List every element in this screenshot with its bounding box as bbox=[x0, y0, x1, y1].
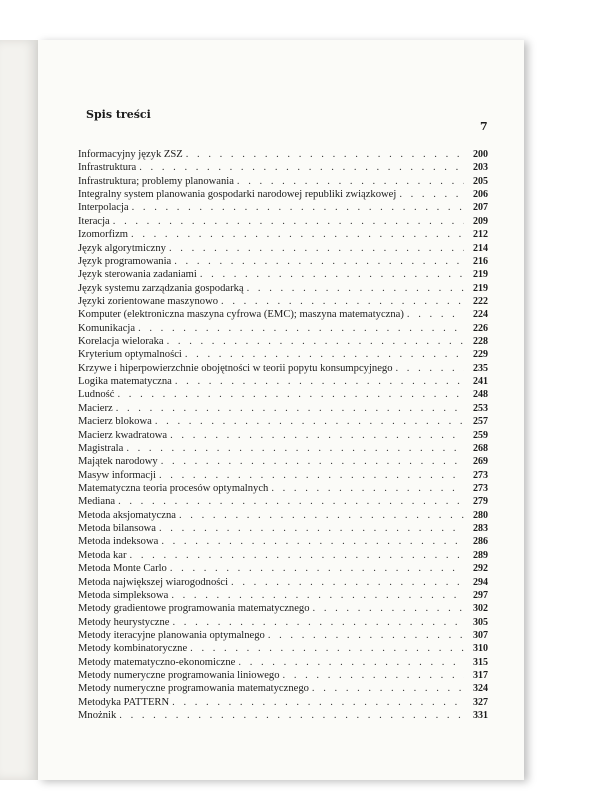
toc-entry bbox=[78, 670, 488, 683]
dot-leader bbox=[161, 536, 464, 547]
dot-leader bbox=[170, 563, 464, 574]
dot-leader bbox=[312, 683, 464, 694]
toc-entry-title: Metody numeryczne programowania liniowego bbox=[78, 670, 280, 682]
toc-entry-page: 209 bbox=[473, 215, 488, 227]
toc-entry-title: Komunikacja bbox=[78, 322, 136, 334]
dot-leader bbox=[396, 363, 465, 374]
toc-entry bbox=[78, 603, 488, 616]
toc-entry-page: 212 bbox=[473, 229, 488, 241]
dot-leader bbox=[159, 523, 464, 534]
toc-entry bbox=[78, 149, 488, 162]
toc-entry-page: 253 bbox=[473, 402, 488, 414]
page-title: Spis treści bbox=[86, 108, 151, 121]
toc-entry-page: 248 bbox=[473, 389, 488, 401]
dot-leader bbox=[169, 243, 464, 254]
toc-entry bbox=[78, 336, 488, 349]
toc-entry bbox=[78, 430, 488, 443]
toc-entry bbox=[78, 176, 488, 189]
dot-leader bbox=[271, 483, 464, 494]
toc-entry bbox=[78, 577, 488, 590]
toc-entry bbox=[78, 349, 488, 362]
dot-leader bbox=[131, 229, 464, 240]
toc-entry-title: Język sterowania zadaniami bbox=[78, 269, 197, 281]
toc-entry bbox=[78, 496, 488, 509]
toc-entry-title: Języki zorientowane maszynowo bbox=[78, 295, 219, 307]
toc-entry-page: 327 bbox=[473, 696, 488, 708]
toc-entry-title: Metoda Monte Carlo bbox=[78, 563, 167, 575]
dot-leader bbox=[171, 590, 464, 601]
toc-entry bbox=[78, 443, 488, 456]
dot-leader bbox=[221, 296, 464, 307]
dot-leader bbox=[237, 176, 464, 187]
toc-entry-page: 219 bbox=[473, 269, 488, 281]
toc-entry-page: 229 bbox=[473, 349, 488, 361]
toc-entry-page: 268 bbox=[473, 442, 488, 454]
toc-entry-title: Metodyka PATTERN bbox=[78, 696, 170, 708]
toc-entry-page: 235 bbox=[473, 362, 488, 374]
toc-entry-title: Infrastruktura bbox=[78, 162, 137, 174]
toc-entry-title: Iteracja bbox=[78, 215, 110, 227]
toc-entry-title: Ludność bbox=[78, 389, 115, 401]
dot-leader bbox=[139, 162, 464, 173]
dot-leader bbox=[283, 670, 464, 681]
toc-entry-title: Magistrala bbox=[78, 442, 124, 454]
toc-entry bbox=[78, 416, 488, 429]
toc-entry bbox=[78, 189, 488, 202]
toc-entry-title: Matematyczna teoria procesów optymalnych bbox=[78, 482, 269, 494]
toc-entry-title: Metody iteracyjne planowania optymalnego bbox=[78, 629, 265, 641]
toc-entry bbox=[78, 483, 488, 496]
toc-entry bbox=[78, 216, 488, 229]
toc-entry-page: 307 bbox=[473, 629, 488, 641]
toc-entry-title: Macierz kwadratowa bbox=[78, 429, 168, 441]
toc-entry-title: Metoda kar bbox=[78, 549, 127, 561]
toc-entry-page: 315 bbox=[473, 656, 488, 668]
toc-entry-title: Metoda indeksowa bbox=[78, 536, 159, 548]
toc-entry-page: 302 bbox=[473, 603, 488, 615]
dot-leader bbox=[238, 657, 464, 668]
toc-entry-page: 294 bbox=[473, 576, 488, 588]
toc-entry bbox=[78, 643, 488, 656]
toc-entry bbox=[78, 590, 488, 603]
toc-entry-page: 224 bbox=[473, 309, 488, 321]
dot-leader bbox=[268, 630, 464, 641]
toc-entry-title: Macierz bbox=[78, 402, 113, 414]
toc-entry-page: 203 bbox=[473, 162, 488, 174]
toc-entry-title: Metoda simpleksowa bbox=[78, 589, 169, 601]
dot-leader bbox=[247, 283, 464, 294]
dot-leader bbox=[119, 710, 464, 721]
toc-entry-title: Mnożnik bbox=[78, 710, 117, 722]
toc-entry bbox=[78, 376, 488, 389]
toc-entry-page: 214 bbox=[473, 242, 488, 254]
dot-leader bbox=[313, 603, 464, 614]
toc-entry bbox=[78, 470, 488, 483]
toc-entry-title: Korelacja wieloraka bbox=[78, 336, 164, 348]
toc-entry-page: 219 bbox=[473, 282, 488, 294]
dot-leader bbox=[159, 470, 464, 481]
toc-entry-page: 279 bbox=[473, 496, 488, 508]
dot-leader bbox=[175, 376, 464, 387]
dot-leader bbox=[186, 149, 464, 160]
toc-entry bbox=[78, 630, 488, 643]
toc-entry bbox=[78, 697, 488, 710]
toc-entry-page: 305 bbox=[473, 616, 488, 628]
toc-entry-title: Masyw informacji bbox=[78, 469, 156, 481]
toc-entry-title: Krzywe i hiperpowierzchnie obojętności w teorii popytu konsumpcyjnego bbox=[78, 362, 393, 374]
toc-entry-title: Komputer (elektroniczna maszyna cyfrowa (EMC); maszyna matematyczna) bbox=[78, 309, 404, 321]
toc-entry bbox=[78, 657, 488, 670]
dot-leader bbox=[185, 349, 464, 360]
toc-entry-page: 297 bbox=[473, 589, 488, 601]
toc-entry-title: Macierz blokowa bbox=[78, 416, 152, 428]
toc-entry-title: Izomorfizm bbox=[78, 229, 129, 241]
toc-entry bbox=[78, 363, 488, 376]
toc-entry bbox=[78, 523, 488, 536]
dot-leader bbox=[172, 697, 464, 708]
dot-leader bbox=[179, 510, 464, 521]
toc-entry bbox=[78, 710, 488, 723]
toc-entry-title: Język systemu zarządzania gospodarką bbox=[78, 282, 244, 294]
toc-entry-page: 292 bbox=[473, 563, 488, 575]
toc-entry bbox=[78, 283, 488, 296]
dot-leader bbox=[132, 202, 464, 213]
toc-entry-page: 273 bbox=[473, 469, 488, 481]
toc-entry bbox=[78, 243, 488, 256]
toc-entry bbox=[78, 403, 488, 416]
toc-entry-title: Metody matematyczno-ekonomiczne bbox=[78, 656, 236, 668]
dot-leader bbox=[161, 456, 464, 467]
dot-leader bbox=[173, 617, 465, 628]
dot-leader bbox=[407, 309, 464, 320]
toc-entry-page: 216 bbox=[473, 255, 488, 267]
dot-leader bbox=[118, 496, 464, 507]
left-page-edge bbox=[0, 40, 39, 780]
toc-entry bbox=[78, 296, 488, 309]
toc-entry bbox=[78, 617, 488, 630]
toc-entry bbox=[78, 323, 488, 336]
toc-entry-page: 206 bbox=[473, 189, 488, 201]
toc-entry bbox=[78, 389, 488, 402]
toc-entry-title: Kryterium optymalności bbox=[78, 349, 182, 361]
toc-entry bbox=[78, 683, 488, 696]
toc-entry-page: 259 bbox=[473, 429, 488, 441]
dot-leader bbox=[174, 256, 464, 267]
toc-entry-title: Interpolacja bbox=[78, 202, 129, 214]
toc-entry-page: 289 bbox=[473, 549, 488, 561]
toc-entry-title: Integralny system planowania gospodarki narodowej republiki związkowej bbox=[78, 189, 397, 201]
toc-entry-page: 273 bbox=[473, 482, 488, 494]
dot-leader bbox=[231, 577, 464, 588]
toc-entry-title: Metoda bilansowa bbox=[78, 523, 156, 535]
toc-entry-page: 324 bbox=[473, 683, 488, 695]
toc-entry-title: Mediana bbox=[78, 496, 116, 508]
toc-entry bbox=[78, 456, 488, 469]
toc-entry bbox=[78, 269, 488, 282]
page-number: 7 bbox=[480, 120, 488, 133]
toc-entry-title: Metoda aksjomatyczna bbox=[78, 509, 176, 521]
toc-entry bbox=[78, 563, 488, 576]
dot-leader bbox=[190, 643, 464, 654]
toc-entry-page: 226 bbox=[473, 322, 488, 334]
toc-entry-page: 269 bbox=[473, 456, 488, 468]
dot-leader bbox=[126, 443, 464, 454]
toc-entry-title: Metody kombinatoryczne bbox=[78, 643, 188, 655]
dot-leader bbox=[167, 336, 464, 347]
toc-entry-page: 317 bbox=[473, 670, 488, 682]
toc-entry-page: 207 bbox=[473, 202, 488, 214]
toc-entry-title: Majątek narodowy bbox=[78, 456, 158, 468]
toc-entry-title: Logika matematyczna bbox=[78, 376, 172, 388]
toc-entry bbox=[78, 229, 488, 242]
toc-entry-title: Język programowania bbox=[78, 255, 172, 267]
dot-leader bbox=[200, 269, 464, 280]
toc-entry bbox=[78, 162, 488, 175]
dot-leader bbox=[130, 550, 464, 561]
toc-entry-page: 257 bbox=[473, 416, 488, 428]
toc-entry-title: Infrastruktura; problemy planowania bbox=[78, 175, 234, 187]
toc-entry bbox=[78, 202, 488, 215]
dot-leader bbox=[155, 416, 464, 427]
toc-entry-page: 286 bbox=[473, 536, 488, 548]
toc-entry-title: Metody numeryczne programowania matematycznego bbox=[78, 683, 309, 695]
toc-entry-page: 283 bbox=[473, 523, 488, 535]
dot-leader bbox=[138, 323, 464, 334]
dot-leader bbox=[399, 189, 464, 200]
toc-entry-title: Metody gradientowe programowania matematycznego bbox=[78, 603, 310, 615]
toc-entry-page: 205 bbox=[473, 175, 488, 187]
toc-entry bbox=[78, 256, 488, 269]
toc-entry bbox=[78, 536, 488, 549]
toc-entry-page: 228 bbox=[473, 336, 488, 348]
toc-entry bbox=[78, 510, 488, 523]
toc-entry-page: 222 bbox=[473, 295, 488, 307]
dot-leader bbox=[170, 430, 464, 441]
toc-entry-title: Informacyjny język ZSZ bbox=[78, 149, 183, 160]
dot-leader bbox=[113, 216, 464, 227]
dot-leader bbox=[116, 403, 464, 414]
table-of-contents bbox=[78, 149, 488, 723]
toc-entry-page: 241 bbox=[473, 376, 488, 388]
toc-entry-page: 280 bbox=[473, 509, 488, 521]
toc-entry-title: Język algorytmiczny bbox=[78, 242, 166, 254]
toc-entry-page: 310 bbox=[473, 643, 488, 655]
toc-entry bbox=[78, 550, 488, 563]
toc-entry-title: Metody heurystyczne bbox=[78, 616, 170, 628]
toc-entry-title: Metoda największej wiarogodności bbox=[78, 576, 229, 588]
toc-entry-page: 331 bbox=[473, 710, 488, 722]
dot-leader bbox=[117, 389, 464, 400]
toc-entry bbox=[78, 309, 488, 322]
toc-entry-page: 200 bbox=[473, 149, 488, 160]
